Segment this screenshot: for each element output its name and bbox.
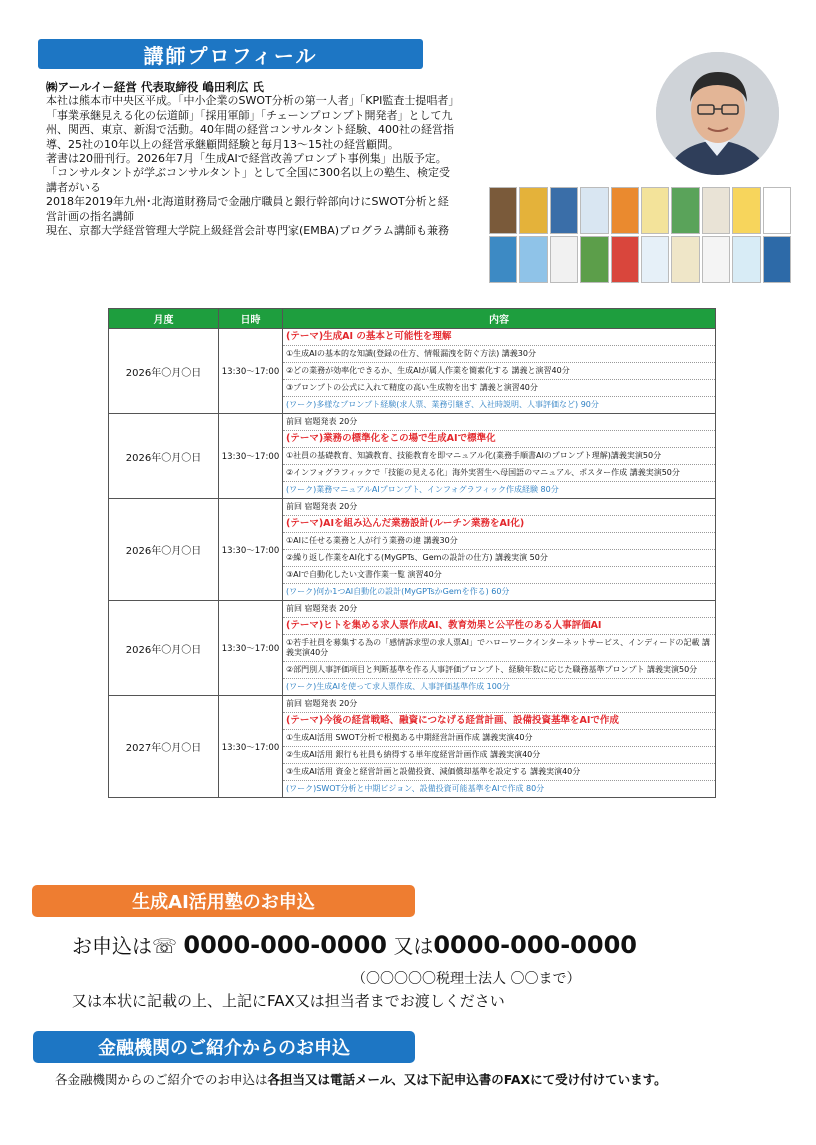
book-cover (489, 187, 517, 234)
session-item: ③プロンプトの公式に入れて精度の高い生成物を出す 講義と演習40分 (283, 380, 715, 397)
table-row (109, 329, 716, 414)
book-cover (641, 187, 669, 234)
table-header-row (109, 309, 716, 329)
speaker-name: ㈱アールイー経営 代表取締役 嶋田利広 氏 (46, 80, 264, 94)
session-date: 2026年〇月〇日 (109, 414, 219, 499)
profile-paragraph: 著書は20冊刊行。2026年7月「生成AIで経営改善プロンプト事例集」出版予定。「コンサルタントが学ぶコンサルタント」として全国に300名以上の塾生、検定受講者がいる (46, 152, 451, 194)
book-cover (671, 236, 699, 283)
session-time: 13:30～17:00 (219, 499, 283, 601)
book-cover (732, 236, 760, 283)
session-workshop: (ワーク)SWOT分析と中期ビジョン、設備投資可能基準をAIで作成 80分 (286, 784, 545, 793)
session-date: 2026年〇月〇日 (109, 499, 219, 601)
session-theme: (テーマ)生成AI の基本と可能性を理解 (283, 329, 715, 346)
session-time: 13:30～17:00 (219, 696, 283, 798)
session-theme: (テーマ)今後の経営戦略、融資につなげる経営計画、設備投資基準をAIで作成 (283, 713, 715, 730)
session-item: ①AIに任せる業務と人が行う業務の違 講義30分 (283, 533, 715, 550)
session-workshop: (ワーク)何か1つAI自動化の設計(MyGPTsかGemを作る) 60分 (286, 587, 510, 596)
table-row (109, 696, 716, 798)
session-content (283, 414, 716, 499)
session-time: 13:30～17:00 (219, 329, 283, 414)
column-header: 内容 (283, 309, 716, 329)
session-item: 前回 宿題発表 20分 (283, 601, 715, 618)
session-date: 2026年〇月〇日 (109, 329, 219, 414)
apply-phone-line (72, 930, 637, 959)
bank-heading: 金融機関のご紹介からのお申込 (33, 1031, 415, 1063)
session-time: 13:30～17:00 (219, 601, 283, 696)
session-item: 前回 宿題発表 20分 (283, 414, 715, 431)
book-cover (702, 236, 730, 283)
session-item: ②どの業務が効率化できるか、生成AIが属人作業を簡素化する 講義と演習40分 (283, 363, 715, 380)
apply-prefix: お申込は (72, 934, 152, 958)
book-covers (489, 187, 791, 283)
profile-heading: 講師プロフィール (38, 39, 423, 69)
session-workshop: (ワーク)業務マニュアルAIプロンプト、インフォグラフィック作成経験 80分 (286, 485, 559, 494)
apply-contact-note: （〇〇〇〇〇税理士法人 〇〇まで） (352, 971, 581, 987)
book-cover (580, 236, 608, 283)
bank-note-bold: 各担当又は電話メール、又は下記申込書のFAXにて受け付けています。 (267, 1072, 667, 1087)
fax-number: 0000-000-0000 (433, 931, 637, 959)
session-content (283, 499, 716, 601)
column-header: 月度 (109, 309, 219, 329)
profile-paragraph: 本社は熊本市中央区平成。「中小企業のSWOT分析の第一人者」「KPI監査士提唱者」「事業承継見える化の伝道師」「採用軍師」「チェーンプロンプト開発者」として九州、関西、東京、新潟で活動。40年間の経営コンサルタント経験、400社の経営指導、25社の10年以上の経営承継顧問経験と毎月13～15社の経営顧問。 (46, 94, 455, 151)
session-item: 前回 宿題発表 20分 (283, 499, 715, 516)
session-item: ①生成AI活用 SWOT分析で根拠ある中期経営計画作成 講義実演40分 (283, 730, 715, 747)
book-cover (611, 236, 639, 283)
book-cover (519, 187, 547, 234)
session-item: ②部門別人事評価項目と判断基準を作る人事評価プロンプト、経験年数に応じた職務基準プロンプト 講義実演50分 (283, 662, 715, 679)
book-cover (641, 236, 669, 283)
book-cover (519, 236, 547, 283)
column-header: 日時 (219, 309, 283, 329)
session-workshop: (ワーク)生成AIを使って求人票作成、人事評価基準作成 100分 (286, 682, 510, 691)
session-content (283, 329, 716, 414)
table-row (109, 499, 716, 601)
apply-fax-note: 又は本状に記載の上、上記にFAX又は担当者までお渡しください (72, 992, 505, 1010)
phone-number: 0000-000-0000 (183, 931, 387, 959)
session-theme: (テーマ)ヒトを集める求人票作成AI、教育効果と公平性のある人事評価AI (283, 618, 715, 635)
session-item: ②インフォグラフィックで「技能の見える化」海外実習生へ母国語のマニュアル、ポスター作成 講義実演50分 (283, 465, 715, 482)
book-cover (732, 187, 760, 234)
speaker-photo (656, 52, 779, 175)
session-content (283, 696, 716, 798)
book-cover (702, 187, 730, 234)
phone-icon: ☏ (152, 934, 178, 958)
session-theme: (テーマ)AIを組み込んだ業務設計(ルーチン業務をAI化) (283, 516, 715, 533)
session-item: ②生成AI活用 銀行も社員も納得する単年度経営計画作成 講義実演40分 (283, 747, 715, 764)
apply-or: 又は (393, 934, 434, 958)
book-cover (611, 187, 639, 234)
session-workshop: (ワーク)多様なプロンプト経験(求人票、業務引継ぎ、入社時説明、人事評価など) 90分 (286, 400, 599, 409)
session-date: 2027年〇月〇日 (109, 696, 219, 798)
book-cover (580, 187, 608, 234)
session-item: 前回 宿題発表 20分 (283, 696, 715, 713)
schedule-table (108, 308, 716, 798)
session-item: ①若手社員を募集する為の「感情訴求型の求人票AI」でハローワークインターネットサービス、インディードの記載 講義実演40分 (283, 635, 715, 662)
profile-paragraph: 2018年2019年九州･北海道財務局で金融庁職員と銀行幹部向けにSWOT分析と経営計画の指名講師 (46, 195, 449, 223)
book-cover (550, 236, 578, 283)
session-item: ①生成AIの基本的な知識(登録の仕方、情報漏洩を防ぐ方法) 講義30分 (283, 346, 715, 363)
bank-note-plain: 各金融機関からのご紹介でのお申込は (55, 1072, 268, 1087)
table-row (109, 601, 716, 696)
session-item: ③AIで自動化したい文書作業一覧 演習40分 (283, 567, 715, 584)
bank-note (55, 1070, 667, 1088)
session-item: ①社員の基礎教育、知識教育、技能教育を即マニュアル化(業務手順書AIのプロンプト理解)講義実演50分 (283, 448, 715, 465)
apply-heading: 生成AI活用塾のお申込 (32, 885, 415, 917)
profile-text (46, 80, 456, 238)
book-cover (763, 187, 791, 234)
session-item: ②繰り返し作業をAI化する(MyGPTs、Gemの設計の仕方) 講義実演 50分 (283, 550, 715, 567)
book-cover (550, 187, 578, 234)
session-date: 2026年〇月〇日 (109, 601, 219, 696)
session-time: 13:30～17:00 (219, 414, 283, 499)
table-row (109, 414, 716, 499)
session-item: ③生成AI活用 資金と経営計画と設備投資、減価償却基準を設定する 講義実演40分 (283, 764, 715, 781)
book-cover (763, 236, 791, 283)
profile-paragraph: 現在、京都大学経営管理大学院上級経営会計専門家(EMBA)プログラム講師も兼務 (46, 224, 449, 238)
session-theme: (テーマ)業務の標準化をこの場で生成AIで標準化 (283, 431, 715, 448)
book-cover (489, 236, 517, 283)
session-content (283, 601, 716, 696)
book-cover (671, 187, 699, 234)
